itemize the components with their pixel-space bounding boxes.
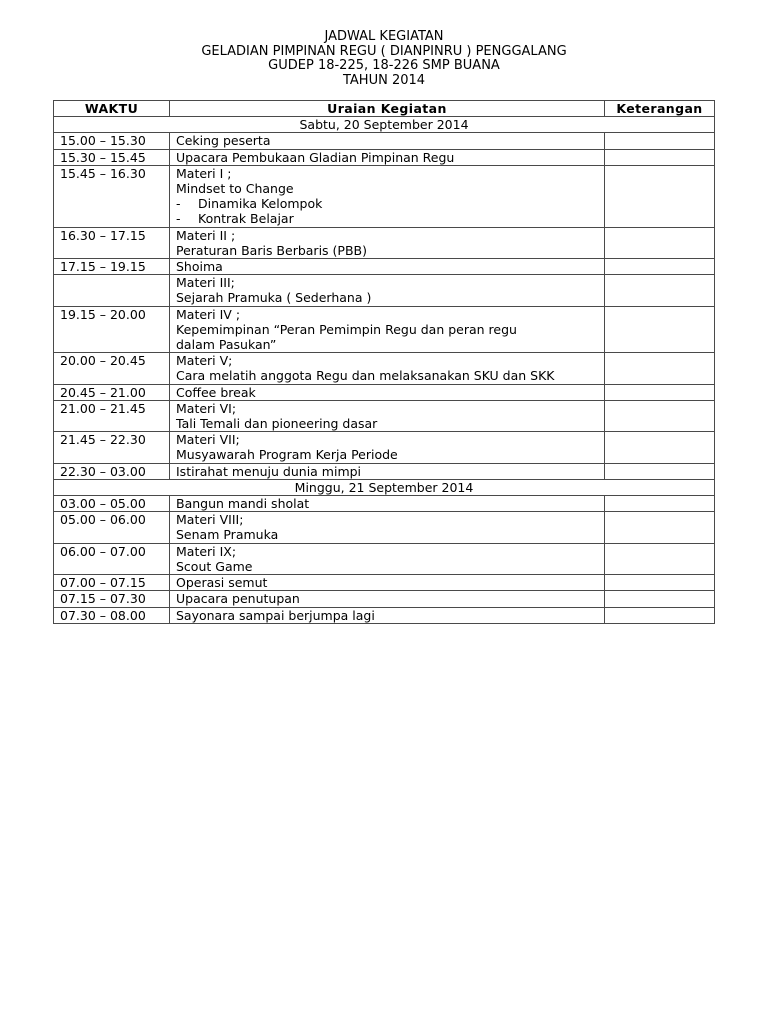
time-cell: 20.00 – 20.45 (54, 353, 170, 384)
day-label: Sabtu, 20 September 2014 (54, 117, 715, 133)
note-cell (605, 227, 715, 258)
activity-line: Scout Game (176, 558, 253, 574)
activity-line: Senam Pramuka (176, 527, 279, 543)
note-cell (605, 275, 715, 306)
day-row (54, 479, 715, 495)
activity-cell (170, 512, 605, 543)
table-row (54, 149, 715, 165)
note-cell (605, 543, 715, 574)
activity-line: Materi I ; (176, 165, 232, 181)
activity-cell (170, 384, 605, 400)
header-time: WAKTU (54, 101, 170, 117)
activity-cell (170, 463, 605, 479)
time-cell: 17.15 – 19.15 (54, 259, 170, 275)
note-cell (605, 607, 715, 623)
table-row (54, 353, 715, 384)
table-row (54, 496, 715, 512)
note-cell (605, 259, 715, 275)
time-cell: 19.15 – 20.00 (54, 306, 170, 353)
time-cell: 15.45 – 16.30 (54, 165, 170, 227)
activity-line: Upacara penutupan (176, 591, 300, 607)
time-cell: 21.00 – 21.45 (54, 400, 170, 431)
note-cell (605, 165, 715, 227)
time-cell: 06.00 – 07.00 (54, 543, 170, 574)
activity-line: Cara melatih anggota Regu dan melaksanakan SKU dan SKK (176, 368, 555, 384)
time-cell: 20.45 – 21.00 (54, 384, 170, 400)
time-cell (54, 275, 170, 306)
activity-cell (170, 133, 605, 149)
activity-line: Musyawarah Program Kerja Periode (176, 447, 398, 463)
table-row (54, 400, 715, 431)
note-cell (605, 432, 715, 463)
table-row (54, 432, 715, 463)
bullet-dash: - (176, 196, 181, 212)
activity-line: Materi III; (176, 275, 235, 291)
activity-line: Materi IX; (176, 543, 237, 559)
activity-cell (170, 432, 605, 463)
activity-line: Sayonara sampai berjumpa lagi (176, 607, 375, 623)
time-cell: 22.30 – 03.00 (54, 463, 170, 479)
activity-bullet (176, 211, 604, 226)
note-cell (605, 512, 715, 543)
title-line-4: TAHUN 2014 (342, 72, 426, 88)
time-cell: 15.30 – 15.45 (54, 149, 170, 165)
header-note: Keterangan (605, 101, 715, 117)
activity-cell (170, 575, 605, 591)
activity-line: Mindset to Change (176, 181, 294, 197)
table-row (54, 575, 715, 591)
time-cell: 15.00 – 15.30 (54, 133, 170, 149)
activity-cell (170, 165, 605, 227)
activity-line: Materi II ; (176, 227, 236, 243)
note-cell (605, 149, 715, 165)
time-cell: 16.30 – 17.15 (54, 227, 170, 258)
note-cell (605, 496, 715, 512)
note-cell (605, 575, 715, 591)
note-cell (605, 384, 715, 400)
schedule-body (54, 117, 715, 624)
activity-line: Tali Temali dan pioneering dasar (176, 416, 378, 432)
time-cell: 21.45 – 22.30 (54, 432, 170, 463)
note-cell (605, 591, 715, 607)
activity-line: Operasi semut (176, 575, 268, 591)
bullet-dash: - (176, 211, 181, 227)
table-row (54, 463, 715, 479)
activity-line: dalam Pasukan” (176, 337, 277, 353)
table-row (54, 591, 715, 607)
time-cell: 07.30 – 08.00 (54, 607, 170, 623)
activity-cell (170, 400, 605, 431)
activity-cell (170, 543, 605, 574)
activity-cell (170, 496, 605, 512)
table-row (54, 259, 715, 275)
activity-line: Coffee break (176, 384, 256, 400)
schedule-table (53, 100, 715, 624)
table-row (54, 275, 715, 306)
time-cell: 03.00 – 05.00 (54, 496, 170, 512)
activity-cell (170, 149, 605, 165)
note-cell (605, 463, 715, 479)
activity-line: Ceking peserta (176, 133, 271, 149)
activity-line: Materi VII; (176, 432, 240, 448)
activity-cell (170, 591, 605, 607)
title-line-3: GUDEP 18-225, 18-226 SMP BUANA (268, 58, 500, 73)
activity-line: Materi V; (176, 353, 233, 369)
table-row (54, 607, 715, 623)
document-title (0, 30, 768, 88)
note-cell (605, 133, 715, 149)
activity-cell (170, 607, 605, 623)
note-cell (605, 400, 715, 431)
bullet-text: Dinamika Kelompok (198, 196, 323, 212)
activity-line: Sejarah Pramuka ( Sederhana ) (176, 290, 372, 306)
table-row (54, 133, 715, 149)
bullet-text: Kontrak Belajar (198, 211, 294, 227)
activity-line: Bangun mandi sholat (176, 496, 310, 512)
activity-line: Kepemimpinan “Peran Pemimpin Regu dan peran regu (176, 321, 517, 337)
note-cell (605, 306, 715, 353)
activity-line: Shoima (176, 259, 223, 275)
activity-cell (170, 275, 605, 306)
table-row (54, 227, 715, 258)
table-header-row (54, 101, 715, 117)
activity-cell (170, 306, 605, 353)
time-cell: 05.00 – 06.00 (54, 512, 170, 543)
activity-line: Materi VIII; (176, 512, 244, 528)
title-line-1: JADWAL KEGIATAN (324, 29, 444, 44)
activity-cell (170, 227, 605, 258)
note-cell (605, 353, 715, 384)
day-row (54, 117, 715, 133)
table-row (54, 306, 715, 353)
header-activity: Uraian Kegiatan (170, 101, 605, 117)
time-cell: 07.00 – 07.15 (54, 575, 170, 591)
activity-line: Materi IV ; (176, 306, 241, 322)
table-row (54, 543, 715, 574)
table-row (54, 512, 715, 543)
activity-line: Istirahat menuju dunia mimpi (176, 463, 362, 479)
activity-line: Upacara Pembukaan Gladian Pimpinan Regu (176, 149, 455, 165)
activity-bullet (176, 196, 604, 211)
day-label: Minggu, 21 September 2014 (54, 479, 715, 495)
title-line-2: GELADIAN PIMPINAN REGU ( DIANPINRU ) PENGGALANG (201, 43, 567, 59)
time-cell: 07.15 – 07.30 (54, 591, 170, 607)
table-row (54, 384, 715, 400)
activity-cell (170, 353, 605, 384)
table-row (54, 165, 715, 227)
activity-line: Peraturan Baris Berbaris (PBB) (176, 242, 367, 258)
activity-line: Materi VI; (176, 400, 237, 416)
activity-cell (170, 259, 605, 275)
